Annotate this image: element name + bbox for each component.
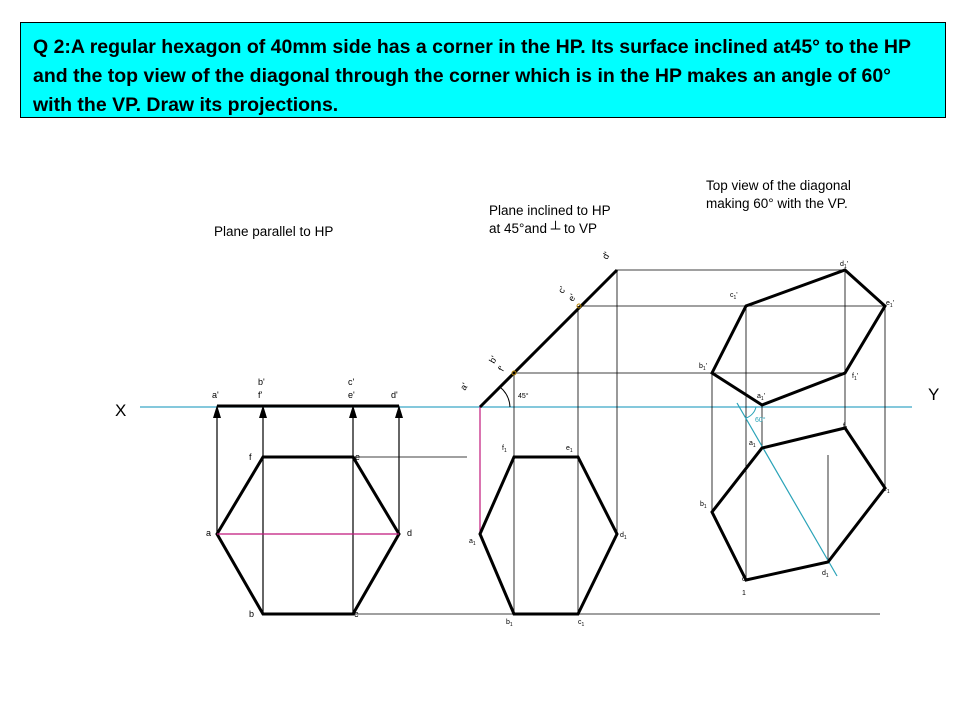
s2-fv-d: d' [600,250,613,261]
s3-tv-c: c [742,576,746,583]
s1-fv-d: d' [391,390,398,400]
s2-tv-b: $b_1$ [506,619,513,628]
stage1-group [206,377,412,619]
stage1-top-view-hexagon [217,457,399,614]
stage3-vertical-projectors [712,270,885,580]
s3-angle-label: 60° [755,417,766,424]
s3-fv-f: $f_1'$ [852,373,859,382]
s2-fv-f: f' [496,364,507,373]
s1-tv-c: c [354,609,359,619]
s1-tv-f: f [249,452,252,462]
s1-tv-e: e [355,452,361,462]
s2-tv-d: $d_1$ [620,532,627,541]
caption-stage3-line1: Top view of the diagonal [706,178,851,193]
stage2-horizontal-projectors [353,270,885,614]
stage3-diagonal-60deg [737,403,837,576]
s3-tv-b: $b_1$ [700,501,707,510]
caption-stage2-line2: at 45°and ┴ to VP [489,221,598,236]
stage2-angle-arc [500,387,510,407]
s2-tv-f: $f_1$ [502,445,507,454]
s3-tv-c-subscript: 1 [742,590,746,597]
s3-fv-e: $e_1'$ [886,300,895,309]
s2-angle-label: 45° [518,393,529,400]
question-text: Q 2:A regular hexagon of 40mm side has a corner in the HP. Its surface inclined at45° to the HP and the top view of the diagonal through the corner which is in the HP makes an angle of 60° with the VP. Draw its projections. [33,36,911,116]
s1-fv-f: f' [258,390,263,400]
s1-tv-a: a [206,528,212,538]
s3-fv-a: $a_1'$ [757,393,766,402]
stage2-front-view [480,270,617,407]
stage3-group [699,261,894,597]
label-y: Y [928,385,940,404]
caption-stage1: Plane parallel to HP [214,224,334,239]
stage2-top-view-hexagon [480,457,617,614]
s3-fv-d: $d_1'$ [840,261,849,270]
s2-fv-e: e' [566,292,579,303]
s1-fv-e: e' [348,390,355,400]
stage3-front-view [712,270,885,405]
s2-tv-a: $a_1$ [469,538,476,547]
s2-tv-e: $e_1$ [566,445,573,454]
s1-fv-c: c' [348,377,355,387]
caption-stage3-line2: making 60° with the VP. [706,196,848,211]
s1-tv-d: d [407,528,413,538]
s3-tv-a: $a_1$ [749,440,756,449]
s2-tv-c: $c_1$ [578,619,585,628]
s3-fv-c: $c_1'$ [730,292,738,301]
s2-fv-b: b' [487,354,500,365]
s3-tv-e: $e_1$ [883,486,890,495]
s3-fv-b: $b_1'$ [699,363,708,372]
label-x: X [115,401,127,420]
s1-fv-b: b' [258,377,265,387]
s1-fv-a: a' [212,390,219,400]
s3-tv-f: $f_1$ [843,423,848,432]
s2-fv-a: a' [458,381,471,392]
s3-tv-d: $d_1$ [822,570,829,579]
caption-stage2-line1: Plane inclined to HP [489,203,611,218]
s1-tv-b: b [249,609,255,619]
s2-fv-c: c' [556,284,568,295]
stage3-top-view-hexagon [712,428,885,580]
